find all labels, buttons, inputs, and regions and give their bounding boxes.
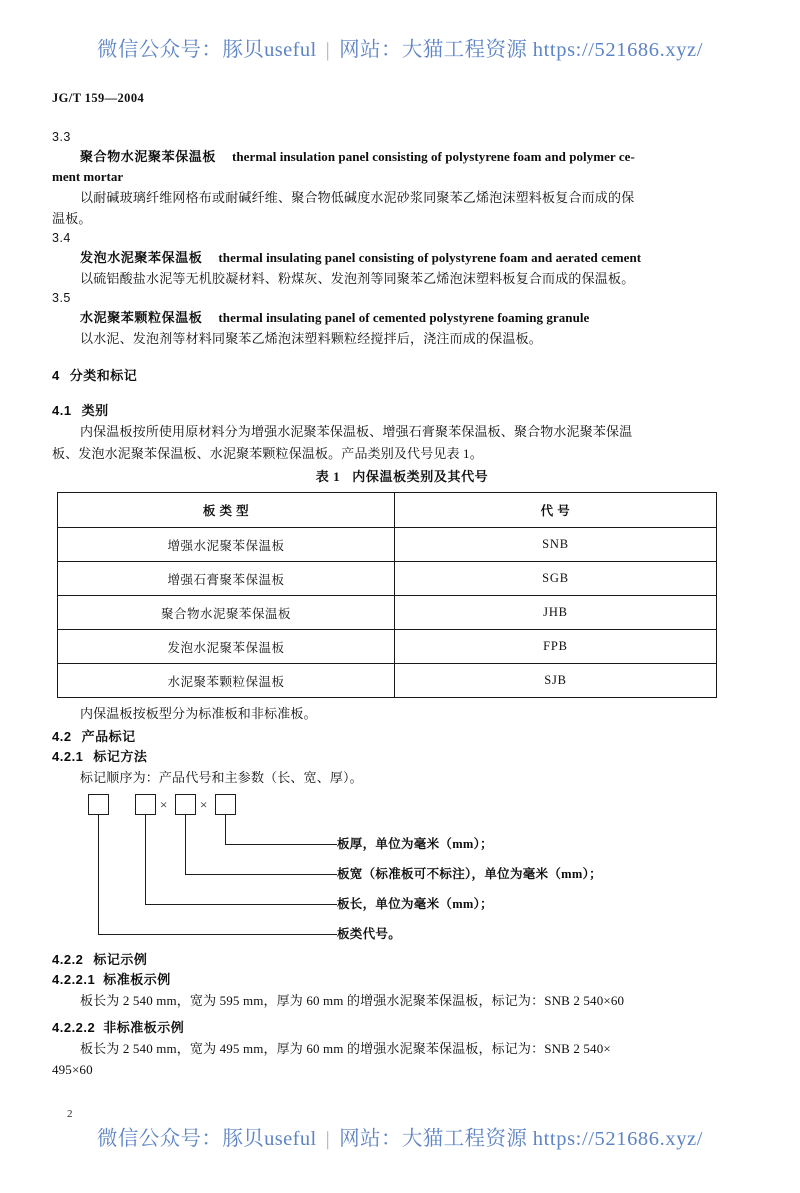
section-title-4-2: 产品标记	[81, 728, 136, 744]
diagram-label-width: 板宽（标准板可不标注），单位为毫米（mm）；	[337, 867, 602, 881]
designation-box-code	[88, 794, 109, 815]
section-heading-4-1	[52, 401, 752, 421]
table-cell-type: 聚合物水泥聚苯保温板	[58, 596, 395, 630]
clause-number-3-3: 3.3	[52, 130, 71, 144]
section-number-4-2: 4.2	[52, 728, 72, 744]
table-cell-type: 增强水泥聚苯保温板	[58, 528, 395, 562]
table-row	[58, 562, 717, 596]
table-cell-code: FPB	[395, 630, 717, 664]
page-number: 2	[67, 1108, 73, 1120]
paragraph-4-2-2-2-line1: 板长为 2 540 mm，宽为 495 mm，厚为 60 mm 的增强水泥聚苯保温板，标记为：SNB 2 540×	[80, 1040, 611, 1056]
leader-vertical-length	[145, 815, 146, 905]
leader-vertical-width	[185, 815, 186, 875]
leader-vertical-thickness	[225, 815, 226, 845]
multiply-symbol-2: ×	[200, 797, 208, 812]
term-en-3-5: thermal insulating panel of cemented polystyrene foaming granule	[218, 310, 590, 325]
section-heading-4-2-2-2	[52, 1018, 752, 1038]
section-heading-4-2-2-1	[52, 970, 752, 990]
table-cell-code: SGB	[395, 562, 717, 596]
watermark-top-left: 微信公众号：豚贝useful	[96, 39, 317, 61]
table-cell-type: 发泡水泥聚苯保温板	[58, 630, 395, 664]
standard-number-header: JG/T 159—2004	[52, 91, 145, 105]
watermark-top-right: 网站：大猫工程资源	[339, 39, 528, 61]
watermark-bottom-separator: |	[325, 1128, 331, 1150]
paragraph-4-1-line2: 板、发泡水泥聚苯保温板、水泥聚苯颗粒保温板。产品类别及代号见表 1。	[52, 445, 483, 461]
section-number-4-1: 4.1	[52, 403, 72, 418]
section-number-4: 4	[52, 368, 60, 383]
table-row	[58, 528, 717, 562]
section-number-4-2-2: 4.2.2	[52, 952, 84, 967]
term-cn-3-5: 水泥聚苯颗粒保温板	[80, 310, 203, 325]
term-en-3-3: thermal insulation panel consisting of polystyrene foam and polymer ce-	[232, 149, 635, 164]
watermark-top-url: https://521686.xyz/	[532, 39, 704, 61]
table-row	[58, 596, 717, 630]
paragraph-4-1-line1: 内保温板按所使用原材料分为增强水泥聚苯保温板、增强石膏聚苯保温板、聚合物水泥聚苯保温	[80, 424, 633, 439]
watermark-bottom-url: https://521686.xyz/	[532, 1128, 704, 1150]
paragraph-4-2-2-2-line2: 495×60	[52, 1062, 93, 1077]
section-title-4-1: 类别	[81, 403, 109, 418]
paragraph-4-2-2-1: 板长为 2 540 mm，宽为 595 mm，厚为 60 mm 的增强水泥聚苯保温板，标记为：SNB 2 540×60	[80, 993, 625, 1008]
multiply-symbol-1: ×	[160, 797, 168, 812]
leader-horizontal-code	[98, 934, 337, 935]
table-cell-code: SJB	[395, 664, 717, 698]
table-1-caption-title: 内保温板类别及其代号	[352, 469, 489, 484]
section-number-4-2-2-1: 4.2.2.1	[52, 972, 96, 987]
section-number-4-2-2-2: 4.2.2.2	[52, 1019, 96, 1035]
leader-horizontal-width	[185, 874, 337, 875]
table-cell-code: SNB	[395, 528, 717, 562]
table-1-caption	[52, 464, 752, 485]
document-body	[52, 128, 752, 1081]
table-cell-type: 增强石膏聚苯保温板	[58, 562, 395, 596]
table-header-type: 板 类 型	[58, 493, 395, 528]
term-en-cont-3-3: ment mortar	[52, 169, 124, 184]
designation-box-width	[175, 794, 196, 815]
diagram-label-thickness: 板厚，单位为毫米（mm）；	[337, 837, 493, 851]
table-cell-type: 水泥聚苯颗粒保温板	[58, 664, 395, 698]
section-number-4-2-1: 4.2.1	[52, 748, 84, 764]
watermark-bottom-right: 网站：大猫工程资源	[339, 1128, 528, 1150]
table-row	[58, 664, 717, 698]
leader-horizontal-length	[145, 904, 337, 905]
marking-designation-diagram	[52, 792, 752, 950]
leader-horizontal-thickness	[225, 844, 337, 845]
designation-box-thickness	[215, 794, 236, 815]
table-cell-code: JHB	[395, 596, 717, 630]
clause-definition-cont-3-3: 温板。	[52, 211, 92, 226]
section-title-4: 分类和标记	[69, 368, 138, 383]
diagram-label-length: 板长，单位为毫米（mm）；	[337, 897, 493, 911]
table-header-row	[58, 493, 717, 528]
paragraph-after-table: 内保温板按板型分为标准板和非标准板。	[80, 706, 317, 721]
clause-definition-3-3: 以耐碱玻璃纤维网格布或耐碱纤维、聚合物低碱度水泥砂浆同聚苯乙烯泡沫塑料板复合而成的保	[80, 190, 635, 205]
term-en-3-4: thermal insulating panel consisting of polystyrene foam and aerated cement	[218, 250, 642, 265]
leader-vertical-code	[98, 815, 99, 935]
table-1-caption-label: 表 1	[315, 469, 341, 484]
section-heading-4-2-2	[52, 950, 752, 970]
term-cn-3-4: 发泡水泥聚苯保温板	[80, 250, 203, 265]
table-1-categories	[57, 492, 717, 698]
clause-term-3-5	[52, 308, 752, 328]
watermark-bottom-left: 微信公众号：豚贝useful	[96, 1128, 317, 1150]
term-cn-3-3: 聚合物水泥聚苯保温板	[80, 149, 217, 164]
table-header-code: 代 号	[395, 493, 717, 528]
designation-box-length	[135, 794, 156, 815]
table-row	[58, 630, 717, 664]
watermark-top-separator: |	[325, 39, 331, 61]
clause-definition-3-4: 以硫铝酸盐水泥等无机胶凝材料、粉煤灰、发泡剂等同聚苯乙烯泡沫塑料板复合而成的保温板。	[80, 271, 635, 286]
section-heading-4-2-1	[52, 747, 752, 767]
clause-number-3-5: 3.5	[52, 291, 71, 305]
watermark-bottom	[0, 1121, 800, 1151]
clause-definition-3-5: 以水泥、发泡剂等材料同聚苯乙烯泡沫塑料颗粒经搅拌后，浇注而成的保温板。	[80, 331, 543, 346]
clause-number-3-4: 3.4	[52, 231, 71, 245]
section-title-4-2-2-2: 非标准板示例	[103, 1019, 185, 1035]
section-title-4-2-1: 标记方法	[93, 748, 148, 764]
paragraph-4-2-1: 标记顺序为：产品代号和主参数（长、宽、厚）。	[80, 769, 363, 785]
diagram-label-code: 板类代号。	[337, 927, 402, 941]
clause-term-3-3	[52, 147, 752, 167]
section-heading-4-2	[52, 727, 752, 747]
section-title-4-2-2: 标记示例	[93, 952, 148, 967]
watermark-top	[0, 32, 800, 62]
section-heading-4	[52, 366, 752, 386]
section-title-4-2-2-1: 标准板示例	[103, 972, 171, 987]
clause-term-3-4	[52, 248, 752, 268]
